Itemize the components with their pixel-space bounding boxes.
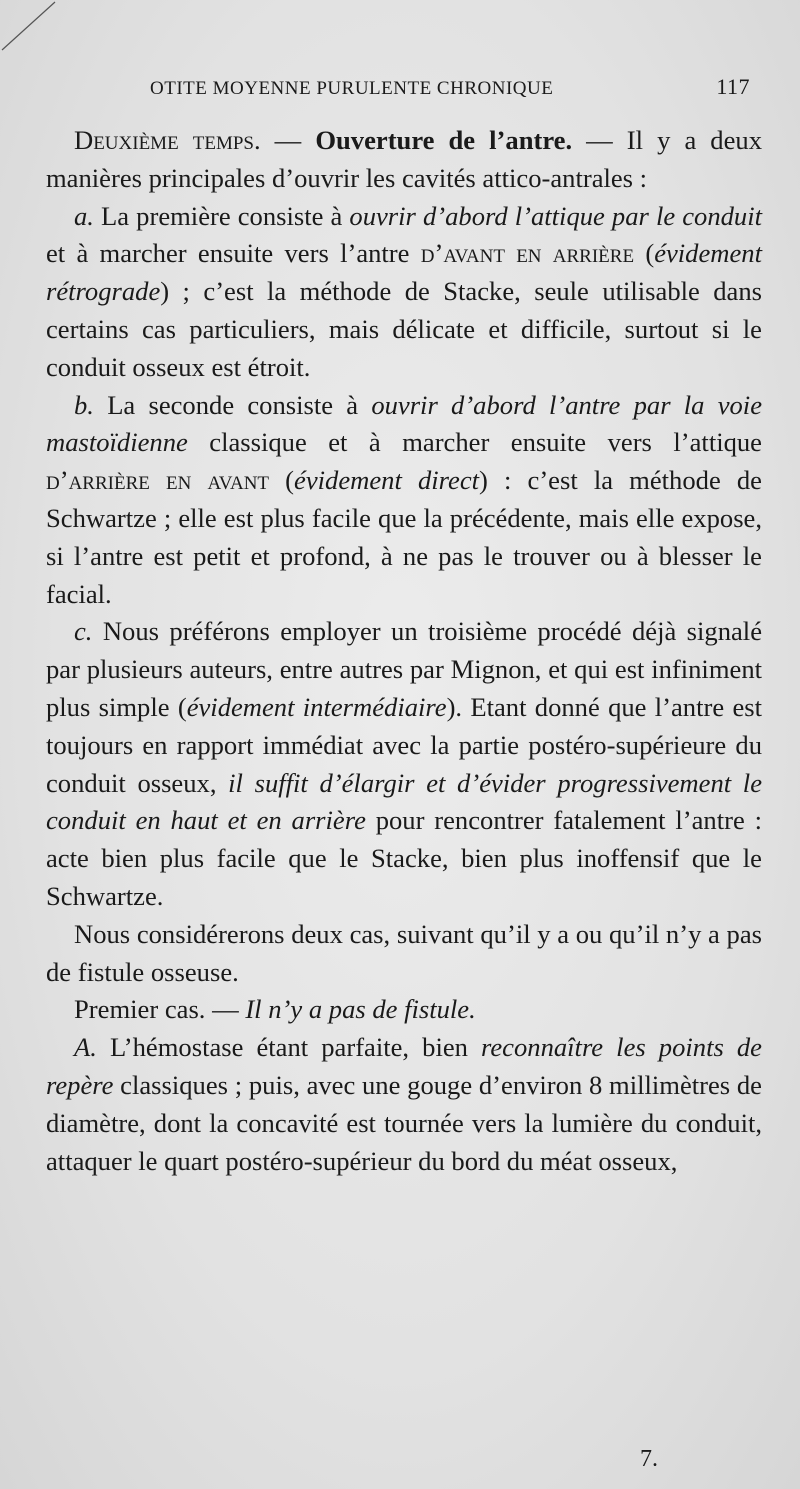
text-run: ) ; c’est la méthode de Stacke, seule utilisable dans certains cas particuliers, mais délicate et difficile, surtout si le conduit osseux est étroit. xyxy=(46,276,762,382)
corner-crease-mark xyxy=(0,0,60,60)
text-run: La première consiste à xyxy=(93,200,350,231)
page-number: 117 xyxy=(716,74,750,99)
text-run: Nous préférons employer un troisième procédé déjà signalé par plusieurs auteurs, entre autres par Mignon, et qui est infiniment plus simple ( xyxy=(46,616,762,722)
emphasis: Il n’y a pas de fistule. xyxy=(245,994,476,1025)
enumerator-b: b. xyxy=(74,389,94,420)
paragraph-c xyxy=(46,613,762,915)
paragraph-a xyxy=(46,198,762,387)
text-run: pour rencontrer fatalement l’antre : acte bien plus facile que le Stacke, bien plus inoffensif que le Schwartze. xyxy=(46,805,762,911)
paragraph-A xyxy=(46,1029,762,1180)
text-run: ( xyxy=(634,238,655,269)
paragraph-deuxieme-temps xyxy=(46,122,762,198)
enumerator-a: a. xyxy=(74,200,94,231)
enumerator-A: A. xyxy=(74,1032,97,1063)
signature-mark: 7. xyxy=(640,1446,658,1472)
text-run: L’hémostase étant parfaite, bien xyxy=(96,1032,482,1063)
paragraph-premier-cas xyxy=(46,991,762,1029)
text-run: ) : c’est la méthode de Schwartze ; elle est plus facile que la précédente, mais elle expose, si l’antre est petit et profond, à ne pas le trouver ou à blesser le facial. xyxy=(46,465,762,609)
text-run: et à marcher ensuite vers l’antre xyxy=(46,238,421,269)
paragraph-b xyxy=(46,387,762,614)
emphasis: ouvrir d’abord l’attique par le conduit xyxy=(349,200,762,231)
text-run: classique et à marcher ensuite vers l’attique xyxy=(187,427,762,458)
emphasis: il suffit d’élargir et d’évider progressivement le conduit en haut et en arrière xyxy=(46,767,762,836)
text-run: Premier cas. — xyxy=(74,994,246,1025)
emphasis: évidement direct xyxy=(294,465,480,496)
section-label: Deuxième temps. xyxy=(74,125,261,155)
text-run: La seconde consiste à xyxy=(93,389,372,420)
running-header xyxy=(150,74,750,100)
paragraph-deux-cas xyxy=(46,916,762,992)
text-run: classiques ; puis, avec une gouge d’environ 8 millimètres de diamètre, dont la concavité est tournée vers la lumière du conduit, attaquer le quart postéro-supérieur du bord du méat osseux, xyxy=(46,1069,762,1176)
emphasis: ouvrir d’abord l’antre par la voie mastoïdienne xyxy=(46,389,762,458)
page-body xyxy=(46,122,762,1180)
emphasis: évidement rétrograde xyxy=(46,238,762,307)
emphasis: évidement intermédiaire xyxy=(186,691,447,722)
text-run: ( xyxy=(269,465,295,496)
text-run: — Il y a deux manières principales d’ouvrir les cavités attico-antrales : xyxy=(46,125,762,193)
section-heading: Ouverture de l’antre. xyxy=(315,125,573,155)
small-caps-phrase: d’arrière en avant xyxy=(46,465,270,496)
small-caps-phrase: d’avant en arrière xyxy=(420,238,635,269)
text-run: Nous considérerons deux cas, suivant qu’il y a ou qu’il n’y a pas de fistule osseuse. xyxy=(46,918,762,987)
text-run: — xyxy=(260,125,316,155)
emphasis: reconnaître les points de repère xyxy=(46,1032,762,1100)
running-title: OTITE MOYENNE PURULENTE CHRONIQUE xyxy=(150,78,554,99)
enumerator-c: c. xyxy=(74,616,93,647)
text-run: ). Etant donné que l’antre est toujours en rapport immédiat avec la partie postéro-supérieure du conduit osseux, xyxy=(46,691,762,798)
